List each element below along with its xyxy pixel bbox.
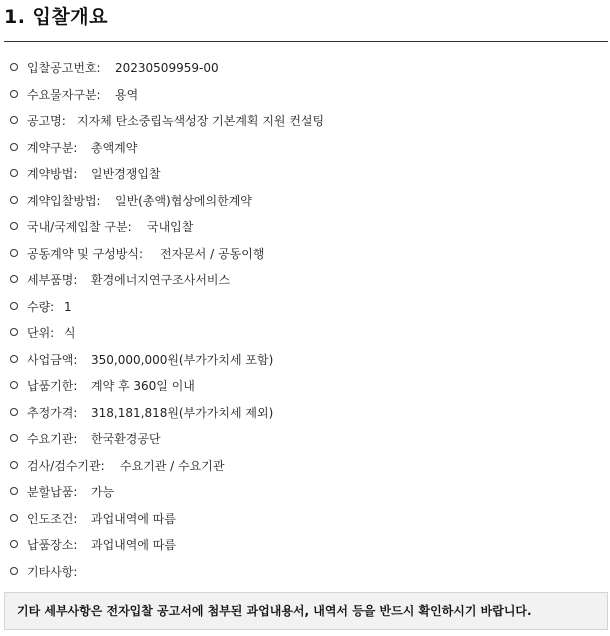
circle-bullet-icon [10, 381, 18, 389]
item-label: 기타사항: [27, 564, 78, 579]
list-item-quantity [0, 296, 610, 323]
item-label: 계약구분: [27, 140, 78, 155]
circle-bullet-icon [10, 116, 18, 124]
list-item-contract-method [0, 163, 610, 190]
circle-bullet-icon [10, 355, 18, 363]
item-label: 계약방법: [27, 167, 78, 181]
list-item-delivery-place [0, 534, 610, 561]
bid-overview-list [0, 57, 610, 587]
item-value: 총액계약 [91, 140, 138, 155]
circle-bullet-icon [10, 275, 18, 283]
item-value: 식 [64, 326, 76, 340]
circle-bullet-icon [10, 302, 18, 310]
list-item-partial-delivery [0, 481, 610, 508]
item-value: 국내입찰 [147, 220, 194, 234]
circle-bullet-icon [10, 222, 18, 230]
list-item-delivery-terms [0, 508, 610, 535]
list-item-domestic-international [0, 216, 610, 243]
item-label: 공고명: [27, 114, 66, 128]
list-item-joint-contract [0, 243, 610, 270]
circle-bullet-icon [10, 249, 18, 257]
circle-bullet-icon [10, 434, 18, 442]
item-value: 1 [64, 299, 72, 314]
title-divider [4, 41, 608, 42]
circle-bullet-icon [10, 514, 18, 522]
circle-bullet-icon [10, 567, 18, 575]
item-label: 세부품명: [27, 273, 78, 287]
item-label: 공동계약 및 구성방식: [27, 246, 144, 261]
list-item-budget [0, 349, 610, 376]
item-label: 수량: [27, 299, 55, 314]
item-label: 수요물자구분: [27, 87, 101, 102]
list-item-demand-agency [0, 428, 610, 455]
item-value: 과업내역에 따름 [91, 538, 176, 552]
list-item-estimated-price [0, 402, 610, 429]
circle-bullet-icon [10, 63, 18, 71]
item-value: 일반경쟁입찰 [91, 167, 161, 181]
item-value: 가능 [91, 485, 115, 499]
item-value: 계약 후 360일 이내 [91, 379, 195, 393]
item-value: 전자문서 / 공동이행 [160, 246, 265, 261]
circle-bullet-icon [10, 90, 18, 98]
item-value: 일반(총액)협상에의한계약 [115, 193, 252, 208]
circle-bullet-icon [10, 487, 18, 495]
item-label: 검사/검수기관: [27, 458, 105, 473]
list-item-detail-item [0, 269, 610, 296]
item-label: 수요기관: [27, 432, 78, 446]
item-value: 지자체 탄소중립녹색성장 기본계획 지원 컨설팅 [77, 114, 325, 128]
list-item-other-notes [0, 561, 610, 588]
circle-bullet-icon [10, 196, 18, 204]
item-label: 납품장소: [27, 538, 78, 552]
list-item-demand-type [0, 84, 610, 111]
item-label: 추정가격: [27, 405, 78, 420]
circle-bullet-icon [10, 169, 18, 177]
list-item-bid-method [0, 190, 610, 217]
item-value: 수요기관 / 수요기관 [120, 458, 225, 473]
item-value: 318,181,818원(부가가치세 제외) [91, 405, 274, 420]
item-value: 350,000,000원(부가가치세 포함) [91, 352, 274, 367]
circle-bullet-icon [10, 328, 18, 336]
item-value: 과업내역에 따름 [91, 511, 176, 526]
item-value: 한국환경공단 [91, 432, 161, 446]
circle-bullet-icon [10, 143, 18, 151]
item-label: 납품기한: [27, 379, 78, 393]
section-title: 1. 입찰개요 [4, 6, 108, 28]
circle-bullet-icon [10, 540, 18, 548]
item-value: 용역 [115, 87, 139, 102]
item-label: 계약입찰방법: [27, 193, 101, 208]
item-label: 사업금액: [27, 352, 78, 367]
item-label: 입찰공고번호: [27, 61, 101, 75]
list-item-notice-name [0, 110, 610, 137]
item-value: 환경에너지연구조사서비스 [91, 273, 231, 287]
list-item-unit [0, 322, 610, 349]
item-label: 국내/국제입찰 구분: [27, 220, 132, 234]
item-value: 20230509959-00 [115, 61, 219, 75]
list-item-contract-type [0, 137, 610, 164]
circle-bullet-icon [10, 408, 18, 416]
list-item-inspection-agency [0, 455, 610, 482]
circle-bullet-icon [10, 461, 18, 469]
item-label: 인도조건: [27, 511, 78, 526]
item-label: 분할납품: [27, 485, 78, 499]
notice-box: 기타 세부사항은 전자입찰 공고서에 첨부된 과업내용서, 내역서 등을 반드시 확인하시기 바랍니다. [4, 592, 608, 630]
item-label: 단위: [27, 326, 55, 340]
list-item-delivery-deadline [0, 375, 610, 402]
list-item-bid-number [0, 57, 610, 84]
